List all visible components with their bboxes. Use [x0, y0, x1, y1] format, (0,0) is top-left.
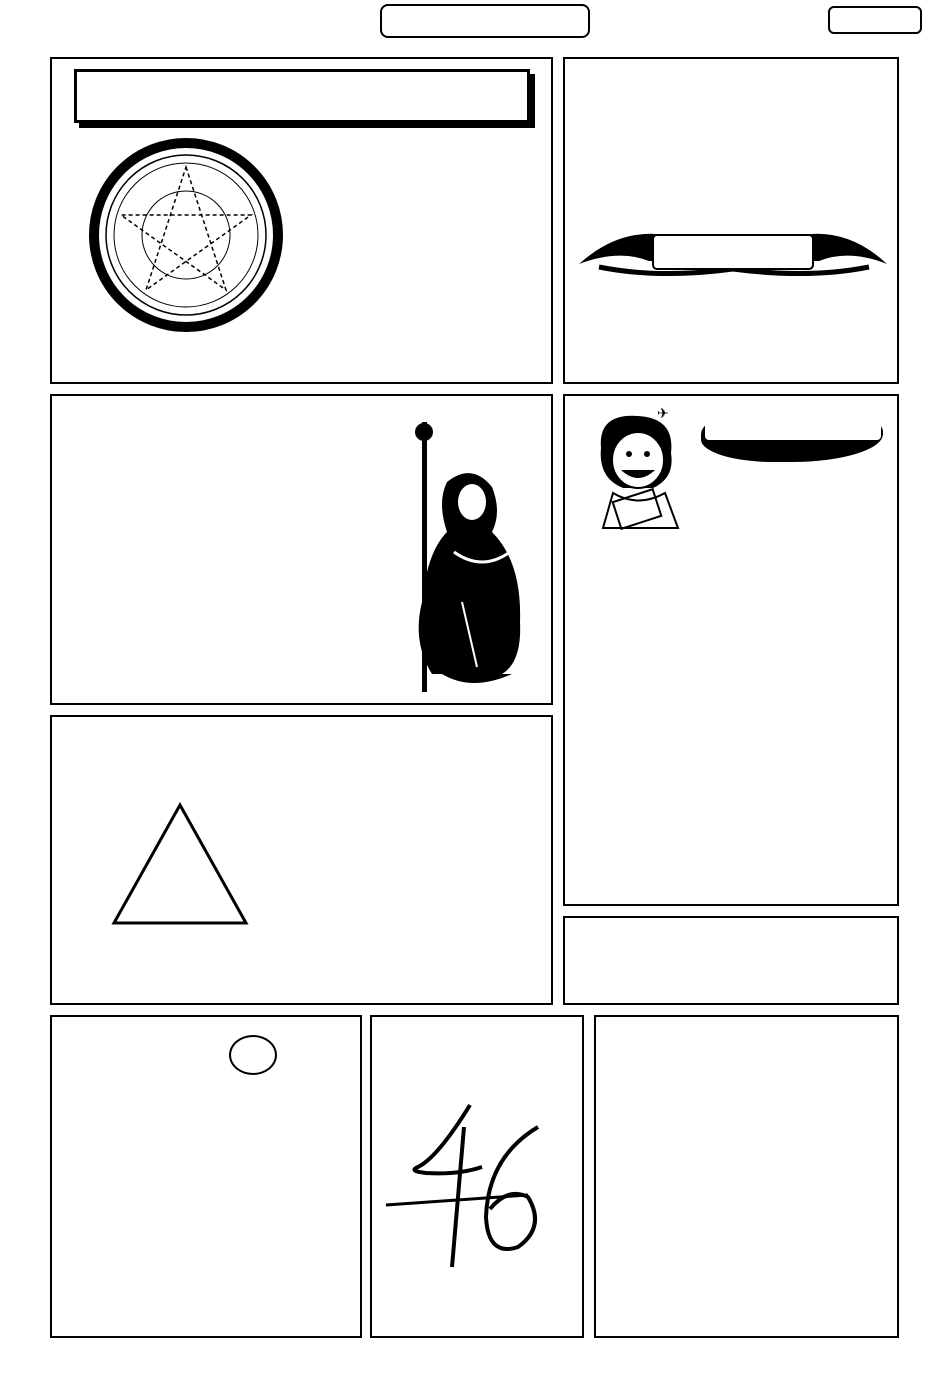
- guide-title-frame: [74, 69, 530, 123]
- special-number-badge: [229, 1035, 277, 1075]
- guide-bio-text: [300, 131, 540, 311]
- immortal-figure-image: [392, 402, 552, 698]
- newspaper-title: [380, 4, 590, 38]
- zeng-panel: [594, 1015, 899, 1338]
- special-panel: [50, 1015, 362, 1338]
- humor-title-frame: [705, 406, 881, 440]
- triangle-left-text: [38, 803, 108, 924]
- humor-panel: [563, 394, 899, 906]
- shensuan-panel: [50, 715, 553, 1005]
- compass-diagram: [86, 135, 286, 335]
- handwritten-number-value: [372, 1017, 373, 1018]
- laurel-ribbon-graphic: [569, 209, 897, 289]
- fly-icon: ✈: [657, 406, 669, 422]
- huang-text-block: [88, 462, 338, 692]
- triangle-diagram: [110, 801, 250, 927]
- handwritten-number-graphic: [378, 1097, 578, 1277]
- edition-label: [828, 6, 922, 34]
- right-border-strip: [910, 40, 950, 1348]
- left-border-strip: [0, 40, 40, 1348]
- huang-panel: [50, 394, 553, 705]
- bottom-border-strip: [0, 1348, 950, 1388]
- guide-panel: [50, 57, 553, 384]
- xuanji-panel: [370, 1015, 584, 1338]
- prediction-panel: [563, 57, 899, 384]
- notice-panel: [563, 916, 899, 1005]
